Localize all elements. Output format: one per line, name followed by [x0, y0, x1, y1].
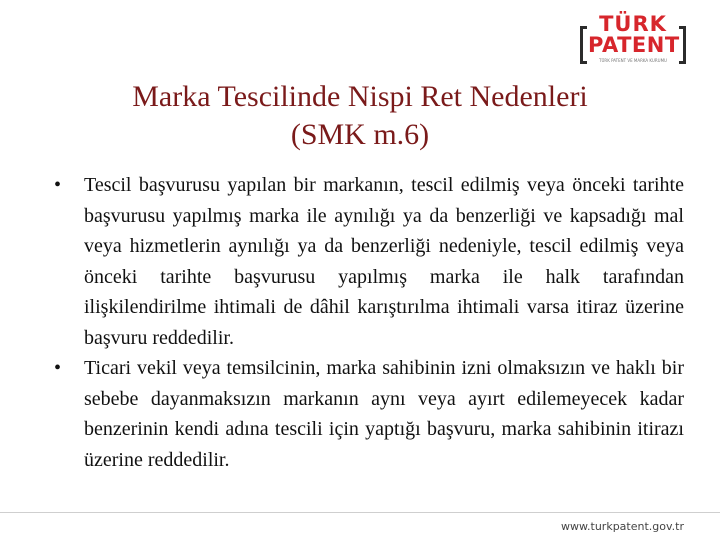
- bullet-text: Ticari vekil veya temsilcinin, marka sahibinin izni olmaksızın ve haklı bir sebebe dayanmaksızın markanın aynı veya ayırt edilemeyecek kadar benzerinin kendi adına tescili için yaptığı başvuru, marka sahibinin itirazı üzerine reddedilir.: [84, 357, 684, 471]
- footer-url: www.turkpatent.gov.tr: [561, 520, 684, 533]
- logo-bottom-word: PATENT: [588, 33, 680, 57]
- footer-divider: [0, 512, 720, 513]
- bullet-marker: •: [54, 357, 62, 379]
- logo-top-word: TÜRK: [599, 12, 667, 36]
- bullet-item: [48, 170, 684, 353]
- bullet-marker: •: [54, 174, 62, 196]
- logo-bracket-right: [679, 26, 686, 64]
- logo-tagline: TÜRK PATENT VE MARKA KURUMU: [599, 58, 667, 63]
- bullet-list: [48, 170, 684, 475]
- slide-title-line2: (SMK m.6): [290, 118, 430, 151]
- turkpatent-logo: [580, 12, 686, 66]
- logo-bracket-left: [580, 26, 587, 64]
- bullet-text: Tescil başvurusu yapılan bir markanın, tescil edilmiş veya önceki tarihte başvurusu yapılmış marka ile aynılığı ya da benzerliği ve kapsadığı mal veya hizmetlerin aynılığı ya da benzerliği nedeniyle, tescil edilmiş veya önceki tarihte başvurusu yapılmış marka ile halk tarafından ilişkilendirilme ihtimali de dâhil karıştırılma ihtimali varsa itiraz üzerine başvuru reddedilir.: [84, 174, 684, 349]
- slide-title-line1: Marka Tescilinde Nispi Ret Nedenleri: [132, 80, 588, 113]
- bullet-item: [48, 353, 684, 475]
- slide-title: [60, 78, 660, 154]
